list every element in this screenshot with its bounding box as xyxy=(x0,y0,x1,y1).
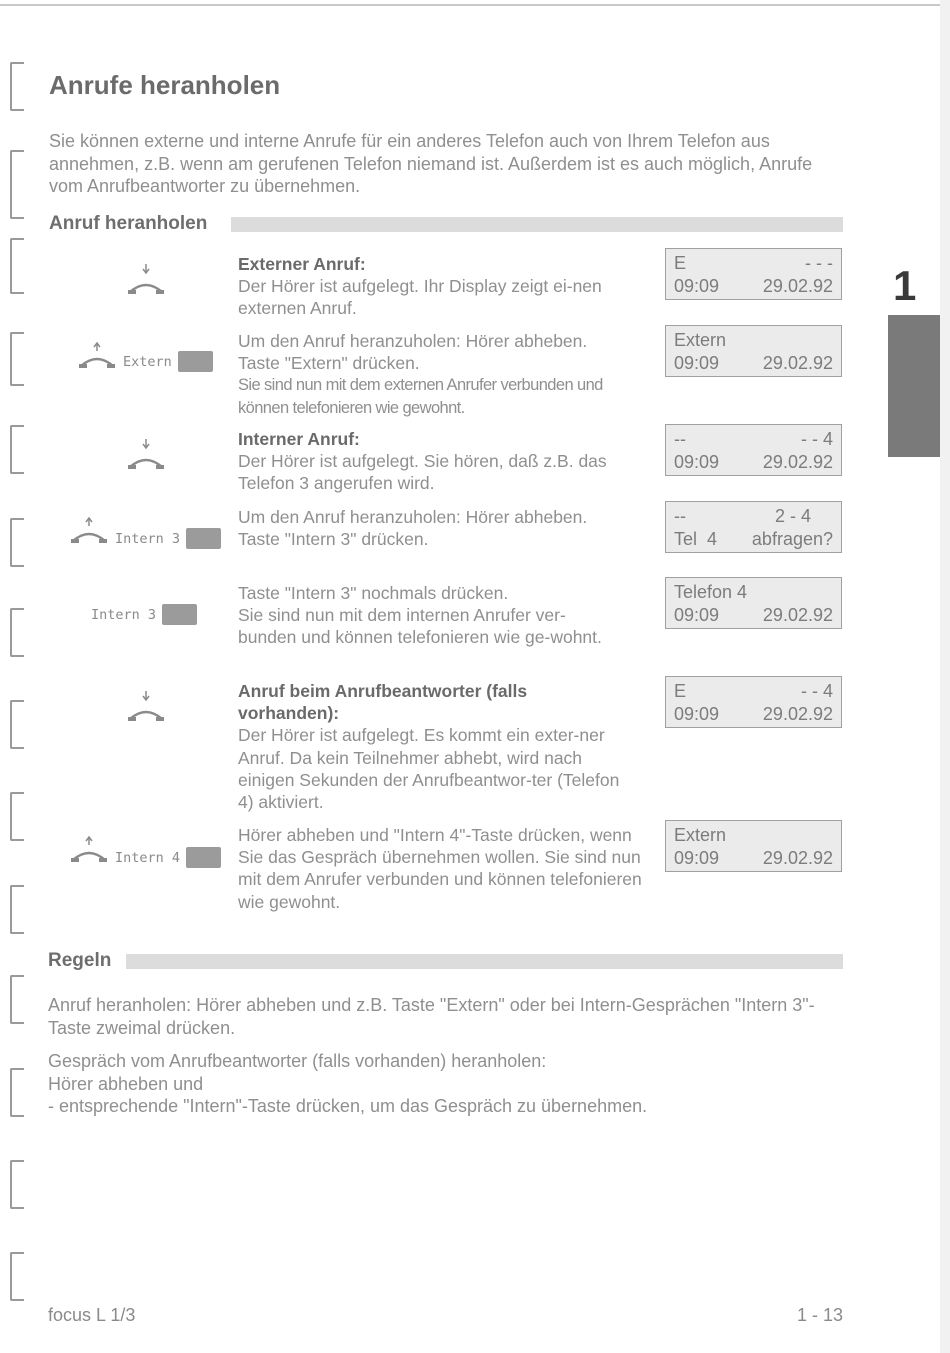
step-heading: Externer Anruf: xyxy=(238,254,366,274)
display-line2-right: 29.02.92 xyxy=(762,452,833,472)
display-line2-left: 09:09 xyxy=(674,276,720,296)
rules-line: Hörer abheben und xyxy=(48,1073,204,1094)
step-heading: Interner Anruf: xyxy=(238,429,360,449)
binding-mark xyxy=(10,1068,24,1117)
rules-paragraph xyxy=(48,1050,848,1118)
step-text: Um den Anruf heranzuholen: Hörer abheben. xyxy=(238,331,588,351)
step-text: Hörer abheben und "Intern 4"-Taste drücken, wenn Sie das Gespräch übernehmen wollen. Sie sind nun mit dem Anrufer verbunden und können telefonieren wie gewohnt. xyxy=(238,825,642,912)
page-title: Anrufe heranholen xyxy=(49,70,281,100)
display-line1-right: 2 - 4 xyxy=(774,506,811,526)
display-line2-left: 09:09 xyxy=(674,704,720,724)
display-panel xyxy=(665,577,842,629)
extern-key-label: Extern xyxy=(123,353,172,370)
display-panel xyxy=(665,325,842,377)
intern-3-key-label: Intern 3 xyxy=(115,530,181,547)
section-rule xyxy=(231,217,843,232)
intro-paragraph: Sie können externe und interne Anrufe für ein anderes Telefon auch von Ihrem Telefon aus annehmen, z.B. wenn am gerufenen Telefon niemand ist. Außerdem ist es auch möglich, Anrufe vom Anrufbeantworter zu übernehmen. xyxy=(49,131,813,196)
display-line1-left: E xyxy=(674,681,687,701)
rules-paragraph: Anruf heranholen: Hörer abheben und z.B. Taste "Extern" oder bei Intern-Gesprächen "Intern 3"-Taste zweimal drücken. xyxy=(48,995,815,1038)
binding-mark xyxy=(10,885,24,934)
right-edge-strip xyxy=(940,0,950,1353)
intern-4-key-button[interactable] xyxy=(186,847,221,868)
display-panel xyxy=(665,248,842,300)
top-border-line xyxy=(0,4,950,6)
handset-lifted-icon xyxy=(69,515,109,555)
step-press-again xyxy=(238,582,648,649)
handset-lifted-icon xyxy=(69,834,109,874)
display-line2-right: 29.02.92 xyxy=(762,848,833,868)
display-line1-left: Extern xyxy=(674,825,727,845)
display-line1-left: -- xyxy=(674,506,686,526)
section-rule xyxy=(126,954,843,969)
footer-product-name: focus L 1/3 xyxy=(48,1305,136,1325)
step-external-call xyxy=(238,253,648,320)
binding-mark xyxy=(10,62,24,111)
intern-4-key[interactable] xyxy=(115,847,221,868)
step-text: Taste "Extern" drücken. xyxy=(238,353,420,374)
display-line1-right: - - 4 xyxy=(800,429,833,449)
step-internal-call xyxy=(238,428,648,495)
rules-line: Gespräch vom Anrufbeantworter (falls vorhanden) heranholen: xyxy=(48,1051,547,1071)
binding-mark xyxy=(10,608,24,657)
handset-lifted-icon xyxy=(77,340,117,380)
step-text: Sie sind nun mit dem externen Anrufer verbunden und können telefonieren wie gewohnt. xyxy=(238,376,603,417)
step-text: Taste "Intern 3" drücken. xyxy=(238,529,429,550)
display-panel xyxy=(665,676,842,728)
display-line2-right: 29.02.92 xyxy=(762,704,833,724)
section-heading-regeln: Regeln xyxy=(48,950,112,971)
display-line1-left: -- xyxy=(674,429,686,449)
intern-3-key-button[interactable] xyxy=(162,604,197,625)
step-pickup-internal xyxy=(238,506,648,550)
binding-mark xyxy=(10,518,24,567)
display-panel xyxy=(665,501,842,553)
binding-mark xyxy=(10,150,24,219)
extern-key[interactable] xyxy=(123,351,213,372)
display-line1-left: E xyxy=(674,253,687,273)
display-line1-right: - - - xyxy=(805,253,833,273)
display-line1-right: - - 4 xyxy=(800,681,833,701)
rules-line: - entsprechende "Intern"-Taste drücken, um das Gespräch zu übernehmen. xyxy=(48,1096,648,1116)
intern-3-key-label: Intern 3 xyxy=(91,606,157,623)
display-line1-left: Telefon 4 xyxy=(674,582,748,602)
page-number: 1 - 13 xyxy=(797,1305,844,1325)
intern-3-key[interactable] xyxy=(115,528,221,549)
intern-3-key-button[interactable] xyxy=(186,528,221,549)
step-pickup-answering-machine xyxy=(238,824,648,913)
intern-4-key-label: Intern 4 xyxy=(115,849,181,866)
step-pickup-external xyxy=(238,330,648,419)
step-text: Sie sind nun mit dem internen Anrufer ver-bunden und können telefonieren wie ge-wohnt. xyxy=(238,605,602,648)
binding-mark xyxy=(10,1252,24,1301)
display-line2-left: 09:09 xyxy=(674,848,720,868)
binding-mark xyxy=(10,332,24,386)
binding-mark xyxy=(10,975,24,1024)
chapter-number: 1 xyxy=(893,262,917,309)
step-answering-machine xyxy=(238,680,648,813)
display-line2-left: 09:09 xyxy=(674,353,720,373)
display-line2-right: 29.02.92 xyxy=(762,353,833,373)
step-text: Der Hörer ist aufgelegt. Es kommt ein exter-ner Anruf. Da kein Teilnehmer abhebt, wird nach einigen Sekunden der Anrufbeantwor-ter (Telefon 4) aktiviert. xyxy=(238,725,620,813)
binding-mark xyxy=(10,238,24,294)
step-text: Der Hörer ist aufgelegt. Sie hören, daß z.B. das Telefon 3 angerufen wird. xyxy=(238,451,607,494)
display-line2-left: Tel 4 xyxy=(674,529,718,549)
chapter-tab xyxy=(888,315,940,457)
handset-on-hook-icon xyxy=(126,262,166,302)
display-line2-right: 29.02.92 xyxy=(762,276,833,296)
section-heading-anruf-heranholen: Anruf heranholen xyxy=(49,213,208,234)
binding-mark xyxy=(10,792,24,841)
step-text: Der Hörer ist aufgelegt. Ihr Display zeigt ei-nen externen Anruf. xyxy=(238,276,602,319)
display-panel xyxy=(665,820,842,872)
extern-key-button[interactable] xyxy=(178,351,213,372)
intern-3-key-again[interactable] xyxy=(91,604,197,625)
display-panel xyxy=(665,424,842,476)
display-line1-left: Extern xyxy=(674,330,727,350)
step-text: Um den Anruf heranzuholen: Hörer abheben. xyxy=(238,507,588,527)
step-heading: Anruf beim Anrufbeantworter (falls vorhanden): xyxy=(238,681,528,724)
binding-mark xyxy=(10,1160,24,1209)
binding-mark xyxy=(10,700,24,749)
step-text: Taste "Intern 3" nochmals drücken. xyxy=(238,583,509,603)
display-line2-left: 09:09 xyxy=(674,605,720,625)
display-line2-right: abfragen? xyxy=(751,529,833,549)
binding-mark xyxy=(10,425,24,474)
display-line2-left: 09:09 xyxy=(674,452,720,472)
handset-on-hook-icon xyxy=(126,689,166,729)
display-line2-right: 29.02.92 xyxy=(762,605,833,625)
handset-on-hook-icon xyxy=(126,437,166,477)
